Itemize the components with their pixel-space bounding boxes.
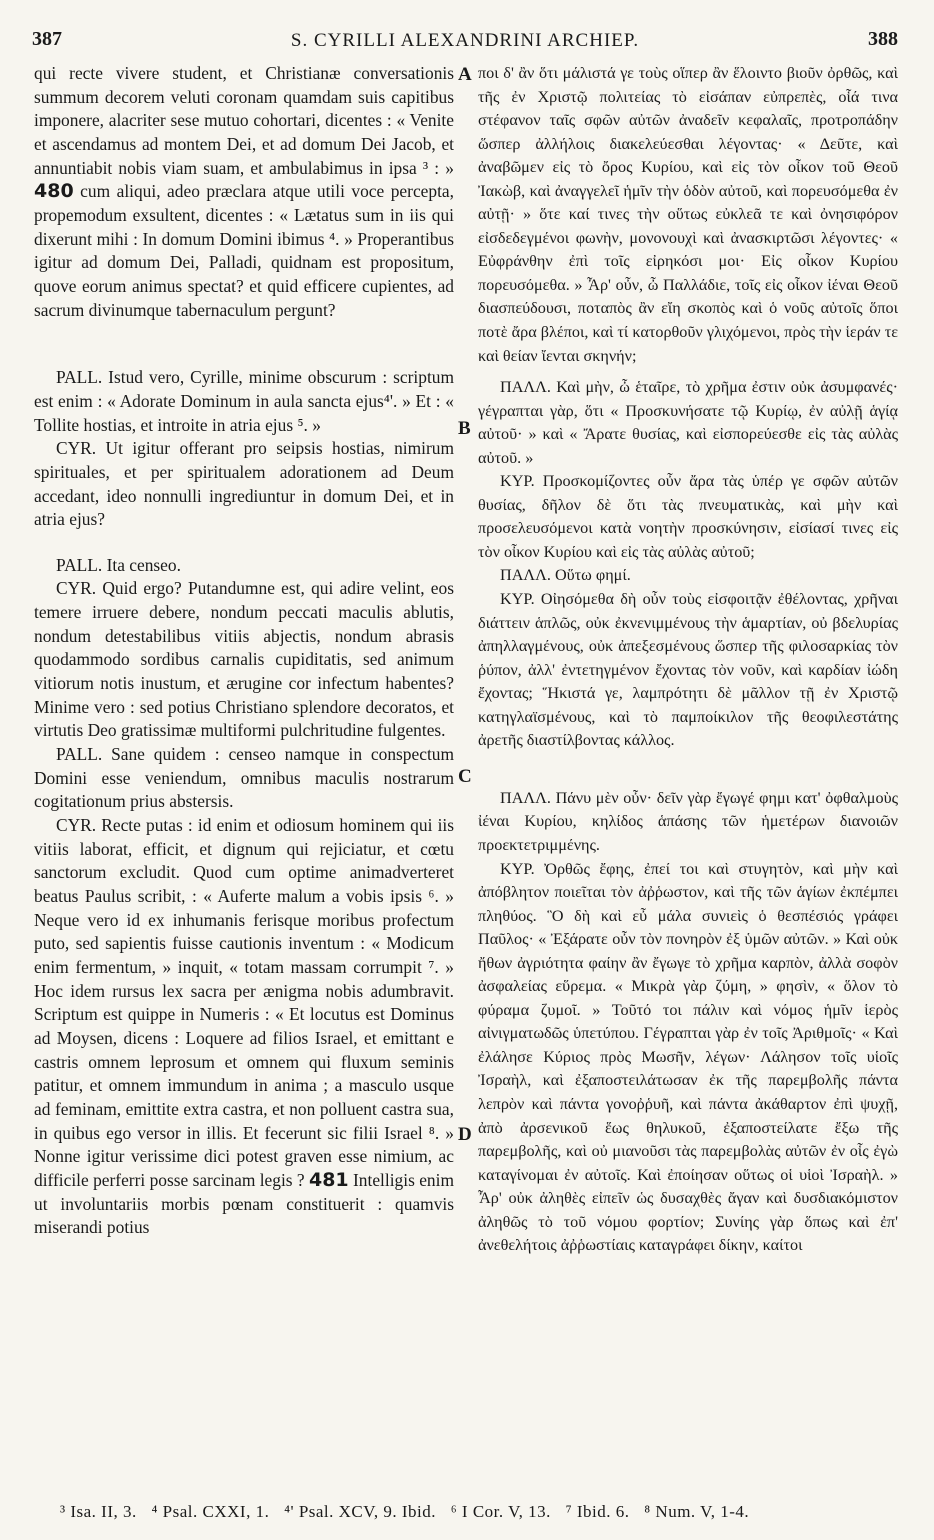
footnote: ⁴' Psal. XCV, 9. Ibid. <box>284 1502 436 1521</box>
latin-text: Intelligis enim ut involuntariis morbis pœnam constituerit : quamvis miserandi potius <box>34 1169 454 1238</box>
latin-text: cum aliqui, adeo præclara atque utili voce percepta, propemodum exsultent, dicentes : « Lætatus sum in iis qui dixerunt mihi : In domum Domini ibimus ⁴. » Properantibus igitur ad domum Dei, Palladi, quidnam est propositum, quove eorum animus spectat? et quid efficere cupientes, ad sacrum divinumque tabernaculum pergunt? <box>34 181 454 320</box>
footnote: ⁸ Num. V, 1-4. <box>644 1502 750 1521</box>
latin-paragraph: PALL. Sane quidem : censeo namque in conspectum Domini esse veniendum, omnibus maculis nostrarum cogitationum prius abstersis. <box>34 744 454 812</box>
latin-paragraph: PALL. Ita censeo. <box>56 554 181 575</box>
latin-text: CYR. Recte putas : id enim et odiosum hominem qui iis vitiis laborat, efficit, et dignum qui rejiciatur, et cœtu sanctorum excludit. Quod cum optime animadverteret beatus Paulus scribit, : « Auferte malum a vobis ipsis ⁶. » Neque vero id ex inhumanis ferisque moribus profectum puto, sed sapientis fuisse cautionis inventum : « Modicum enim fermentum, » inquit, « totam massam corrumpit ⁷. » Hoc idem rursus lex sacra per ænigma nobis adumbravit. Scriptum est quippe in Numeris : « Et locutus est Dominus ad Moysen, dicens : Loquere ad filios Israel, et emittant e castris omnem leprosum et omnem qui fluxum seminis patitur, et omnem immundum in anima ; a masculo usque ad feminam, emittite extra castra, et non polluent castra sua, in quibus ego versor in illis. Et fecerunt sic filii Israel ⁸. » Nonne igitur verissime dici potest graven esse nimium, ac difficile perferri posse sarcinam legis ? <box>34 815 454 1190</box>
running-header <box>32 28 898 58</box>
greek-paragraph: ΠΑΛΛ. Οὕτω φημί. <box>500 566 631 585</box>
margin-number: 480 <box>34 180 74 203</box>
page-number-right: 388 <box>868 28 898 50</box>
footnote: ⁷ Ibid. 6. <box>565 1502 630 1521</box>
page-number-left: 387 <box>32 28 62 50</box>
footnote: ³ Isa. II, 3. <box>60 1502 137 1521</box>
latin-paragraph: CYR. Quid ergo? Putandumne est, qui adire velint, eos temere irruere debere, nondum peccati maculis ablutis, nondum detestabilibus vitiis abjectis, nondum abrasis quodammodo sordibus carnalis cupiditatis, sed animum vitiorum notis inustum, et ærugine cor infectum habentes? Minime vero : sed potius Christiano splendore decoratos, et virtutis Deo gratissimæ multiformi pulchritudine fulgentes. <box>34 578 454 741</box>
margin-marker-c: C <box>458 766 472 787</box>
greek-paragraph: ΚΥΡ. Οἰησόμεθα δὴ οὖν τοὺς εἰσφοιτᾷν ἐθέλοντας, χρῆναι διάττειν ἁπλῶς, οὐκ ἐκνενιμμένους τὴν ἁμαρτίαν, οὐ βδελυρίας ἀπηλλαγμένους, οὐκ ἀπεξεσμένους ὥσπερ τῆς φιλοσαρκίας τὸν ῥύπον, ἀλλ' ἐντετηγμένον ἔχοντας τὸν νοῦν, καὶ καρδίαν ἰώδη ἔχοντας; Ἥκιστά γε, λαμπρότητι δὲ μᾶλλον τῇ ἐν Χριστῷ κατηγλαϊσμένους, καὶ τὸ παμποίκιλον τῆς θεοφιλεστάτης ἀρετῆς διαστίλβοντας κάλλος. <box>478 590 898 750</box>
greek-paragraph: ποι δ' ἂν ὅτι μάλιστά γε τοὺς οἵπερ ἂν ἕλοιντο βιοῦν ὀρθῶς, καὶ τῆς ἐν Χριστῷ πολιτείας τὸ εἰσάπαν εὐπρεπὲς, οἷά τινα στέφανον ταῖς σφῶν αὐτῶν ἀναδεῖν κεφαλαῖς, προτροπάδην ὥσπερ ἀλλήλοις διακελεύεσθαι λέγοντας· « Δεῦτε, καὶ ἀναβῶμεν εἰς τὸ ὄρος Κυρίου, καὶ εἰς τὸν οἶκον τοῦ Θεοῦ Ἰακὼβ, καὶ ἀναγγελεῖ ἡμῖν τὴν ὁδὸν αὐτοῦ, καὶ πορευσόμεθα ἐν αὐτῇ· » ὅτε καί τινες τὴν οὕτως εὐκλεᾶ τε καὶ ὀνησιφόρον εἰσδεδεγμένοι φωνὴν, μονονουχὶ καὶ ἀνασκιρτῶσι λέγοντες· « Εὐφράνθην ἐπὶ τοῖς εἰρηκόσι μοι· Εἰς οἶκον Κυρίου πορευσόμεθα. » Ἆρ' οὖν, ὦ Παλλάδιε, τοῖς εἰς οἶκον ἰέναι Θεοῦ διασπεύδουσι, ποταπὸς ἂν εἴη σκοπὸς καὶ ὁ νοῦς αὐτοῖς ὅποι ποτὲ ἄρα βλέποι, καὶ τί κατορθοῦν γλιχόμενοι, πρὸς τὴν ἱεράν τε καὶ θείαν ἴενται σκηνήν; <box>478 64 898 365</box>
latin-text: qui recte vivere student, et Christianæ conversationis summum decorem veluti coronam quamdam suis capitibus imponere, alacriter sese mutuo cohortari, dicentes : « Venite et ascendamus ad montem Dei, et ad domum Dei Jacob, et annuntiabit nobis viam suam, et ambulabimus in ipsa ³ : » <box>34 63 454 178</box>
greek-column <box>478 62 898 1258</box>
footnote: ⁴ Psal. CXXI, 1. <box>151 1502 270 1521</box>
latin-paragraph <box>34 62 454 322</box>
footnote: ⁶ I Cor. V, 13. <box>450 1502 551 1521</box>
greek-paragraph: ΠΑΛΛ. Καὶ μὴν, ὦ ἑταῖρε, τὸ χρῆμα ἐστιν οὐκ ἀσυμφανές· γέγραπται γὰρ, ὅτι « Προσκυνήσατε τῷ Κυρίῳ, ἐν αὐλῇ ἁγίᾳ αὐτοῦ· » καὶ « Ἄρατε θυσίας, καὶ εἰσπορεύεσθε εἰς τὰς αὐλὰς αὐτοῦ. » <box>478 378 898 467</box>
running-title: S. CYRILLI ALEXANDRINI ARCHIEP. <box>290 30 640 51</box>
greek-paragraph: ΚΥΡ. Προσκομίζοντες οὖν ἄρα τὰς ὑπέρ γε σφῶν αὐτῶν θυσίας, δῆλον δὲ ὅτι τὰς πνευματικὰς, καὶ μὴν καὶ προσελευσόμενοι κατὰ νοητὴν προσκύνησιν, εἰσίασί τινες εἰς τὸν οἶκον Κυρίου καὶ εἰς τὰς αὐλὰς αὐτοῦ; <box>478 472 898 561</box>
latin-paragraph: PALL. Istud vero, Cyrille, minime obscurum : scriptum est enim : « Adorate Dominum in aula sancta ejus⁴'. » Et : « Tollite hostias, et introite in atria ejus ⁵. » <box>34 367 454 435</box>
margin-marker-b: B <box>458 418 471 439</box>
footnotes <box>60 1502 898 1522</box>
margin-number: 481 <box>308 1168 349 1191</box>
margin-marker-a: A <box>458 64 472 85</box>
margin-marker-d: D <box>458 1124 472 1145</box>
latin-paragraph <box>34 814 454 1240</box>
greek-paragraph: ΚΥΡ. Ὀρθῶς ἔφης, ἐπεί τοι καὶ στυγητὸν, καὶ μὴν καὶ ἀπόβλητον ποιεῖται τὸν ἀῤῥωστον, καὶ τῆς τῶν ἁγίων ἐκπέμπει πληθύος. Ὃ δὴ καὶ εὖ μάλα συνιεὶς ὁ θεσπέσιός γράφει Παῦλος· « Ἐξάρατε οὖν τὸν πονηρὸν ἐξ ὑμῶν αὐτῶν. » Καὶ οὐκ ἤθων ἀγριότητα φαίην ἂν ἔγωγε τὸ χρῆμα καρπὸν, ἀλλὰ σοφὸν ἀσφαλείας εὕρεμα. « Μικρὰ γὰρ ζύμη, » φησὶν, « ὅλον τὸ φύραμα ζυμοῖ. » Τοῦτό τοι πάλιν καὶ νόμος ἡμῖν ἱερὸς αἰνιγματωδῶς ὑπετύπου. Γέγραπται γὰρ ἐν τοῖς Ἀριθμοῖς· « Καὶ ἐλάλησε Κύριος πρὸς Μωσῆν, λέγων· Λάλησον τοῖς υἱοῖς Ἰσραὴλ, καὶ ἐξαποστειλάτωσαν ἐκ τῆς παρεμβολῆς πάντα λεπρὸν καὶ πάντα γονοῤῥυῆ, καὶ πάντα ἀκάθαρτον ἐπὶ ψυχῇ, ἀπὸ ἀρσενικοῦ ἕως θηλυκοῦ, ἐξαποστείλατε ἔξω τῆς παρεμβολῆς, καὶ οὐ μιανοῦσι τὰς παρεμβολὰς αὐτῶν ἐν οἷς ἐγὼ καταγίνομαι ἐν αὐτοῖς. Καὶ ἐποίησαν οὕτως οἱ υἱοὶ Ἰσραὴλ. » Ἆρ' οὐκ ἀληθὲς εἰπεῖν ὡς δυσαχθὲς ἄγαν καὶ δυσδιακόμιστον ἀληθῶς τὸ τοῦ νόμου φορτίον; Συνίης γὰρ ὅπως καὶ ἐπ' ἀνεθελήτοις ἀῤῥωστίαις καταγράφει δίκην, καίτοι <box>478 859 898 1255</box>
greek-paragraph: ΠΑΛΛ. Πάνυ μὲν οὖν· δεῖν γὰρ ἔγωγέ φημι κατ' ὀφθαλμοὺς ἰέναι Κυρίου, κηλίδος ἁπάσης τῶν ἡμετέρων διανοιῶν προεκτετριμμένης. <box>478 788 898 854</box>
latin-paragraph: CYR. Ut igitur offerant pro seipsis hostias, nimirum spirituales, et per spiritualem adorationem ad Deum accedant, ideo nonnulli ingrediuntur in domum Dei, et in atria ejus? <box>34 438 454 530</box>
latin-column <box>34 62 454 1240</box>
